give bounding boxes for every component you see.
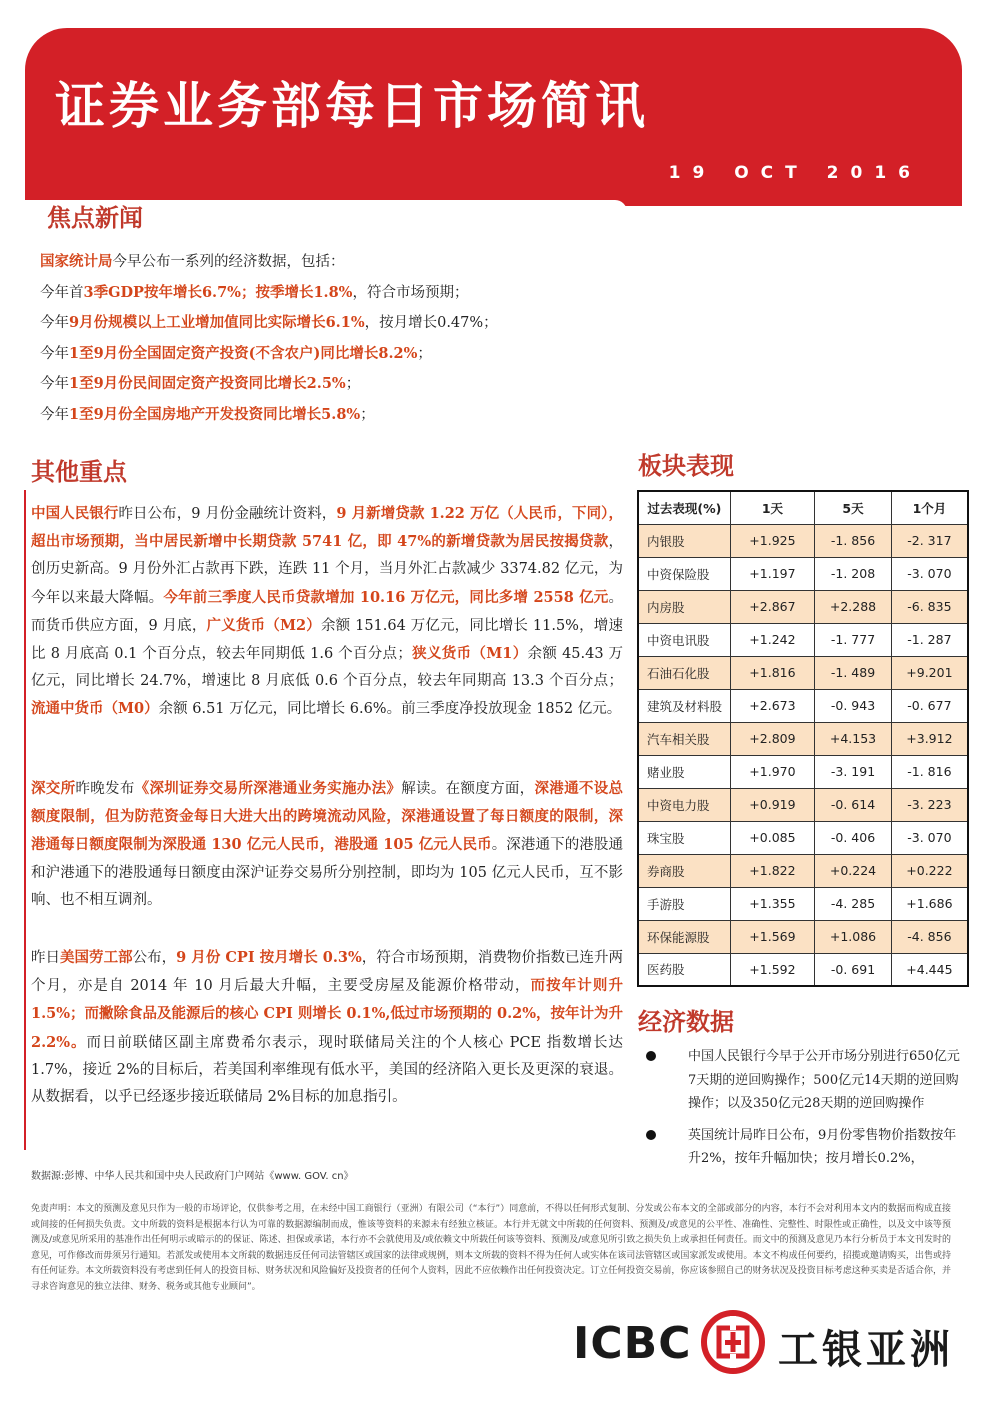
change-1m-cell: -3. 223 bbox=[891, 788, 968, 821]
change-1m-cell: +4.445 bbox=[891, 953, 968, 986]
sector-name-cell: 中资电力股 bbox=[638, 788, 730, 821]
list-item: 英国统计局昨日公布，9月份零售物价指数按年升2%，按年升幅加快；按月增长0.2%， bbox=[646, 1124, 966, 1171]
economic-data-list bbox=[646, 1045, 966, 1179]
table-row bbox=[638, 920, 968, 953]
pboc-paragraph: 中国人民银行昨日公布，9 月份金融统计资料，9 月新增贷款 1.22 万亿（人民币，下同），超出市场预期，当中居民新增中长期贷款 5741 亿，即 47%的新增贷款为居民按揭贷款，创历史新高。9 月份外汇占款再下跌，连跌 11 个月，当月外汇占款减少 3374.82 亿元，为今年以来最大降幅。今年前三季度人民币贷款增加 10.16 万亿元，同比多增 2558 亿元。而货币供应方面，9 月底，广义货币（M2）余额 151.64 万亿元，同比增长 11.5%，增速比 8 月底高 0.1 个百分点，较去年同期低 1.6 个百分点；狭义货币（M1）余额 45.43 万亿元，同比增长 24.7%，增速比 8 月底低 0.6 个百分点，较去年同期高 13.3 个百分点；流通中货币（M0）余额 6.51 万亿元，同比增长 6.6%。前三季度净投放现金 1852 亿元。 bbox=[31, 505, 624, 718]
change-5d-cell: -1. 777 bbox=[815, 623, 892, 656]
sector-name-cell: 中资电讯股 bbox=[638, 623, 730, 656]
change-5d-cell: -0. 406 bbox=[815, 821, 892, 854]
change-1d-cell: +2.809 bbox=[730, 722, 815, 755]
table-row bbox=[638, 557, 968, 590]
other-highlights-heading: 其他重点 bbox=[31, 458, 127, 486]
sector-name-cell: 汽车相关股 bbox=[638, 722, 730, 755]
sector-name-cell: 珠宝股 bbox=[638, 821, 730, 854]
list-item: 中国人民银行今早于公开市场分别进行650亿元7天期的逆回购操作；500亿元14天期的逆回购操作；以及350亿元28天期的逆回购操作 bbox=[646, 1045, 966, 1116]
sector-performance-heading: 板块表现 bbox=[638, 452, 734, 480]
sector-name-cell: 内银股 bbox=[638, 524, 730, 557]
focus-item: 今年首3季GDP按年增长6.7%；按季增长1.8%，符合市场预期； bbox=[40, 283, 469, 301]
change-5d-cell: -0. 614 bbox=[815, 788, 892, 821]
change-5d-cell: +4.153 bbox=[815, 722, 892, 755]
sector-name-cell: 内房股 bbox=[638, 590, 730, 623]
change-5d-cell: -4. 285 bbox=[815, 887, 892, 920]
change-1m-cell: -1. 816 bbox=[891, 755, 968, 788]
bullet-icon bbox=[646, 1130, 656, 1140]
table-header-row bbox=[638, 491, 968, 524]
table-row bbox=[638, 788, 968, 821]
change-1d-cell: +1.355 bbox=[730, 887, 815, 920]
focus-news-list bbox=[40, 247, 620, 430]
focus-item: 今年9月份规模以上工业增加值同比实际增长6.1%，按月增长0.47%； bbox=[40, 314, 498, 331]
change-1d-cell: +2.673 bbox=[730, 689, 815, 722]
table-row bbox=[638, 656, 968, 689]
table-row bbox=[638, 524, 968, 557]
change-1d-cell: +0.919 bbox=[730, 788, 815, 821]
focus-item: 今年1至9月份民间固定资产投资同比增长2.5%； bbox=[40, 375, 361, 392]
change-5d-cell: -1. 489 bbox=[815, 656, 892, 689]
table-row bbox=[638, 689, 968, 722]
table-row bbox=[638, 887, 968, 920]
us-cpi-paragraph: 昨日美国劳工部公布，9 月份 CPI 按月增长 0.3%，符合市场预期，消费物价指数已连升两个月，亦是自 2014 年 10 月后最大升幅，主要受房屋及能源价格带动，而按年计则升 1.5%；而撇除食品及能源后的核心 CPI 则增长 0.1%,低过市场预期的 0.2%，按年计为升 2.2%。而日前联储区副主席费希尔表示，现时联储局关注的个人核心 PCE 指数增长达 1.7%，接近 2%的目标后，若美国利率维现有低水平，美国的经济陷入更长及更深的衰退。从数据看，以乎已经逐步接近联储局 2%目标的加息指引。 bbox=[31, 949, 624, 1106]
change-1d-cell: +1.242 bbox=[730, 623, 815, 656]
change-1d-cell: +1.822 bbox=[730, 854, 815, 887]
szse-paragraph: 深交所昨晚发布《深圳证券交易所深港通业务实施办法》解读。在额度方面，深港通不设总额度限制，但为防范资金每日大进大出的跨境流动风险，深港通设置了每日额度的限制，深港通每日额度限制为深股通 130 亿元人民币，港股通 105 亿元人民币。深港通下的港股通和沪港通下的港股通每日额度由深沪证券交易所分别控制，即均为 105 亿元人民币，互不影响、也不相互调剂。 bbox=[31, 780, 624, 908]
change-5d-cell: -3. 191 bbox=[815, 755, 892, 788]
header-banner bbox=[25, 28, 962, 206]
change-1m-cell: -3. 070 bbox=[891, 557, 968, 590]
sector-name-cell: 医药股 bbox=[638, 953, 730, 986]
section-divider-line bbox=[24, 490, 26, 1150]
col-header-1d: 1天 bbox=[730, 491, 815, 524]
focus-item: 今年1至9月份全国房地产开发投资同比增长5.8%； bbox=[40, 405, 375, 423]
table-row bbox=[638, 755, 968, 788]
focus-intro: 国家统计局今早公布一系列的经济数据，包括： bbox=[40, 253, 345, 270]
change-1m-cell: +0.222 bbox=[891, 854, 968, 887]
change-5d-cell: +0.224 bbox=[815, 854, 892, 887]
change-1m-cell: -1. 287 bbox=[891, 623, 968, 656]
change-1d-cell: +0.085 bbox=[730, 821, 815, 854]
change-5d-cell: +1.086 bbox=[815, 920, 892, 953]
change-5d-cell: -0. 943 bbox=[815, 689, 892, 722]
change-1d-cell: +1.816 bbox=[730, 656, 815, 689]
sector-name-cell: 赌业股 bbox=[638, 755, 730, 788]
change-1d-cell: +2.867 bbox=[730, 590, 815, 623]
report-date: 19 OCT 2016 bbox=[668, 163, 922, 183]
sector-name-cell: 券商股 bbox=[638, 854, 730, 887]
change-1d-cell: +1.970 bbox=[730, 755, 815, 788]
sector-name-cell: 建筑及材料股 bbox=[638, 689, 730, 722]
change-5d-cell: -1. 856 bbox=[815, 524, 892, 557]
table-row bbox=[638, 590, 968, 623]
change-5d-cell: -1. 208 bbox=[815, 557, 892, 590]
change-1m-cell: +1.686 bbox=[891, 887, 968, 920]
sector-name-cell: 手游股 bbox=[638, 887, 730, 920]
bullet-icon bbox=[646, 1051, 656, 1061]
focus-news-heading: 焦点新闻 bbox=[47, 204, 143, 232]
economic-data-heading: 经济数据 bbox=[638, 1008, 734, 1036]
change-1m-cell: -2. 317 bbox=[891, 524, 968, 557]
table-row bbox=[638, 854, 968, 887]
table-row bbox=[638, 821, 968, 854]
change-1d-cell: +1.569 bbox=[730, 920, 815, 953]
col-header-period: 过去表现(%) bbox=[638, 491, 730, 524]
sector-performance-table bbox=[637, 490, 969, 987]
col-header-1m: 1个月 bbox=[891, 491, 968, 524]
change-1m-cell: +3.912 bbox=[891, 722, 968, 755]
sector-name-cell: 环保能源股 bbox=[638, 920, 730, 953]
change-5d-cell: +2.288 bbox=[815, 590, 892, 623]
icbc-seal-icon bbox=[701, 1310, 765, 1374]
disclaimer-text: 免责声明：本文的预测及意见只作为一般的市场评论，仅供参考之用，在未经中国工商银行（亚洲）有限公司（“本行”）同意前，不得以任何形式复制、分发或公布本文的全部或部分的内容，本行不会对利用本文内的数据而构成直接或间接的任何损失负责。文中所载的资料是根据本行认为可靠的数据源编制而成，惟该等资料的来源未有经独立核证。本行并无就文中所载的任何资料、预测及/或意见的公平性、准确性、完整性、时限性或正确性，以及文中该等预测及/或意见所采用的基准作出任何明示或暗示的的保证、陈述、担保或承诺，本行亦不会就使用及/或依赖文中所载任何该等资料、预测及/或意见所引致之损失负上或承担任何责任。而文中的预测及意见乃本行分析员于本文刊发时的意见，可作修改而毋须另行通知。若派发或使用本文所载的数据违反任何司法管辖区或国家的法律或规例，则本文所载的资料不得为任何人或实体在该司法管辖区或国家派发或使用。本文不构成任何要约，招揽或邀请购买，出售或持有任何证券。本文所载资料没有考虑到任何人的投资目标、财务状况和风险偏好及投资者的任何个人资料，因此不应依赖作出任何投资决定。订立任何投资交易前，你应该参照自己的财务状况及投资目标考虑这种买卖是否适合你，并寻求咨询意见的独立法律、财务、税务或其他专业顾问”。 bbox=[31, 1204, 951, 1292]
change-5d-cell: -0. 691 bbox=[815, 953, 892, 986]
change-1d-cell: +1.592 bbox=[730, 953, 815, 986]
table-row bbox=[638, 623, 968, 656]
change-1m-cell: -0. 677 bbox=[891, 689, 968, 722]
page-title: 证券业务部每日市场简讯 bbox=[55, 77, 649, 135]
change-1m-cell: -6. 835 bbox=[891, 590, 968, 623]
table-row bbox=[638, 722, 968, 755]
data-source-note: 数据源:彭博、中华人民共和国中央人民政府门户网站《www. GOV. cn》 bbox=[31, 1171, 354, 1182]
col-header-5d: 5天 bbox=[815, 491, 892, 524]
change-1m-cell: -3. 070 bbox=[891, 821, 968, 854]
icbc-logo-text: ICBC bbox=[573, 1318, 692, 1369]
change-1d-cell: +1.925 bbox=[730, 524, 815, 557]
focus-item: 今年1至9月份全国固定资产投资(不含农户)同比增长8.2%； bbox=[40, 344, 432, 362]
icbc-asia-logo-text: 工银亚洲 bbox=[778, 1327, 954, 1373]
sector-name-cell: 中资保险股 bbox=[638, 557, 730, 590]
change-1m-cell: -4. 856 bbox=[891, 920, 968, 953]
change-1d-cell: +1.197 bbox=[730, 557, 815, 590]
sector-name-cell: 石油石化股 bbox=[638, 656, 730, 689]
table-row bbox=[638, 953, 968, 986]
change-1m-cell: +9.201 bbox=[891, 656, 968, 689]
